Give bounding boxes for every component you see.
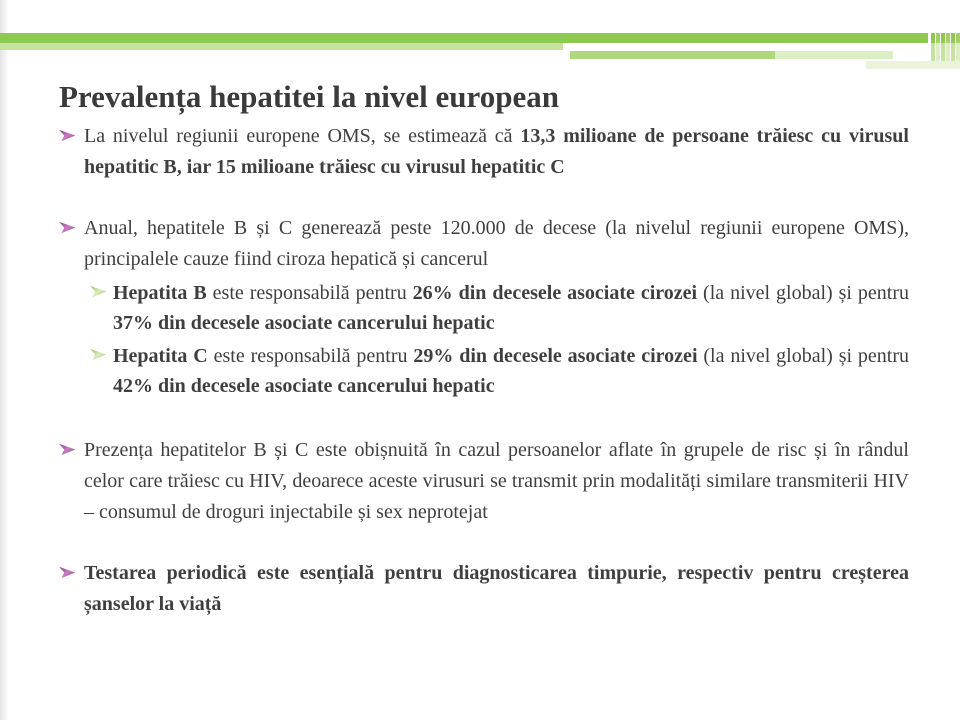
purple-arrow-bullet-icon (59, 566, 76, 579)
top-right-stripes-lower (931, 43, 960, 61)
top-right-mid-green-bar (570, 51, 775, 59)
list-item (57, 435, 909, 528)
sub-list-item (88, 278, 909, 338)
purple-arrow-bullet-icon (59, 443, 76, 456)
text-segment: Testarea periodică este esențială pentru diagnosticarea timpurie, respectiv pentru creșterea șanselor la viață (84, 562, 909, 615)
top-right-pale-green-bar (775, 51, 893, 59)
purple-arrow-bullet-icon (59, 129, 76, 142)
bullet-list (57, 121, 909, 620)
green-arrow-bullet-icon (90, 348, 107, 361)
sub-list-item (88, 341, 909, 401)
text-segment: 29% din decesele asociate cirozei (413, 345, 698, 367)
list-item (57, 213, 909, 275)
text-segment: (la nivel global) și pentru (697, 345, 909, 367)
text-segment: 13,3 milioane de persoane trăiesc cu virusul hepatitic B, iar 15 milioane trăiesc cu virusul hepatitic C (84, 125, 909, 178)
top-right-faint-strip (866, 61, 960, 69)
text-segment: 42% din decesele asociate cancerului hepatic (113, 375, 495, 397)
text-segment: este responsabilă pentru (206, 282, 413, 304)
text-segment: Hepatita B (113, 282, 207, 304)
text-segment: Hepatita C (113, 345, 208, 367)
slide-title: Prevalența hepatitei la nivel european (59, 78, 559, 114)
slide-left-edge-shading (0, 0, 9, 720)
green-arrow-bullet-icon (90, 285, 107, 298)
text-segment: 26% din decesele asociate cirozei (412, 282, 698, 304)
text-segment: Anual, hepatitele B și C generează peste 120.000 de decese (la nivelul regiunii europene OMS), principalele cauze fiind ciroza hepatică și cancerul (84, 217, 909, 270)
text-segment: (la nivel global) și pentru (697, 282, 909, 304)
text-segment: La nivelul regiunii europene OMS, se estimează că (84, 125, 521, 147)
list-item (57, 121, 909, 183)
list-item (57, 558, 909, 620)
text-segment: este responsabilă pentru (207, 345, 414, 367)
top-right-stripes-upper (931, 33, 960, 43)
purple-arrow-bullet-icon (59, 221, 76, 234)
text-segment: 37% din decesele asociate cancerului hepatic (113, 312, 495, 334)
top-light-green-bar (0, 43, 563, 50)
text-segment: Prezența hepatitelor B și C este obișnuită în cazul persoanelor aflate în grupele de risc și în rândul celor care trăiesc cu HIV, deoarece aceste virusuri se transmit prin modalități similare transmiterii HIV – consumul de droguri injectabile și sex neprotejat (84, 439, 909, 523)
top-green-bar (0, 33, 928, 43)
